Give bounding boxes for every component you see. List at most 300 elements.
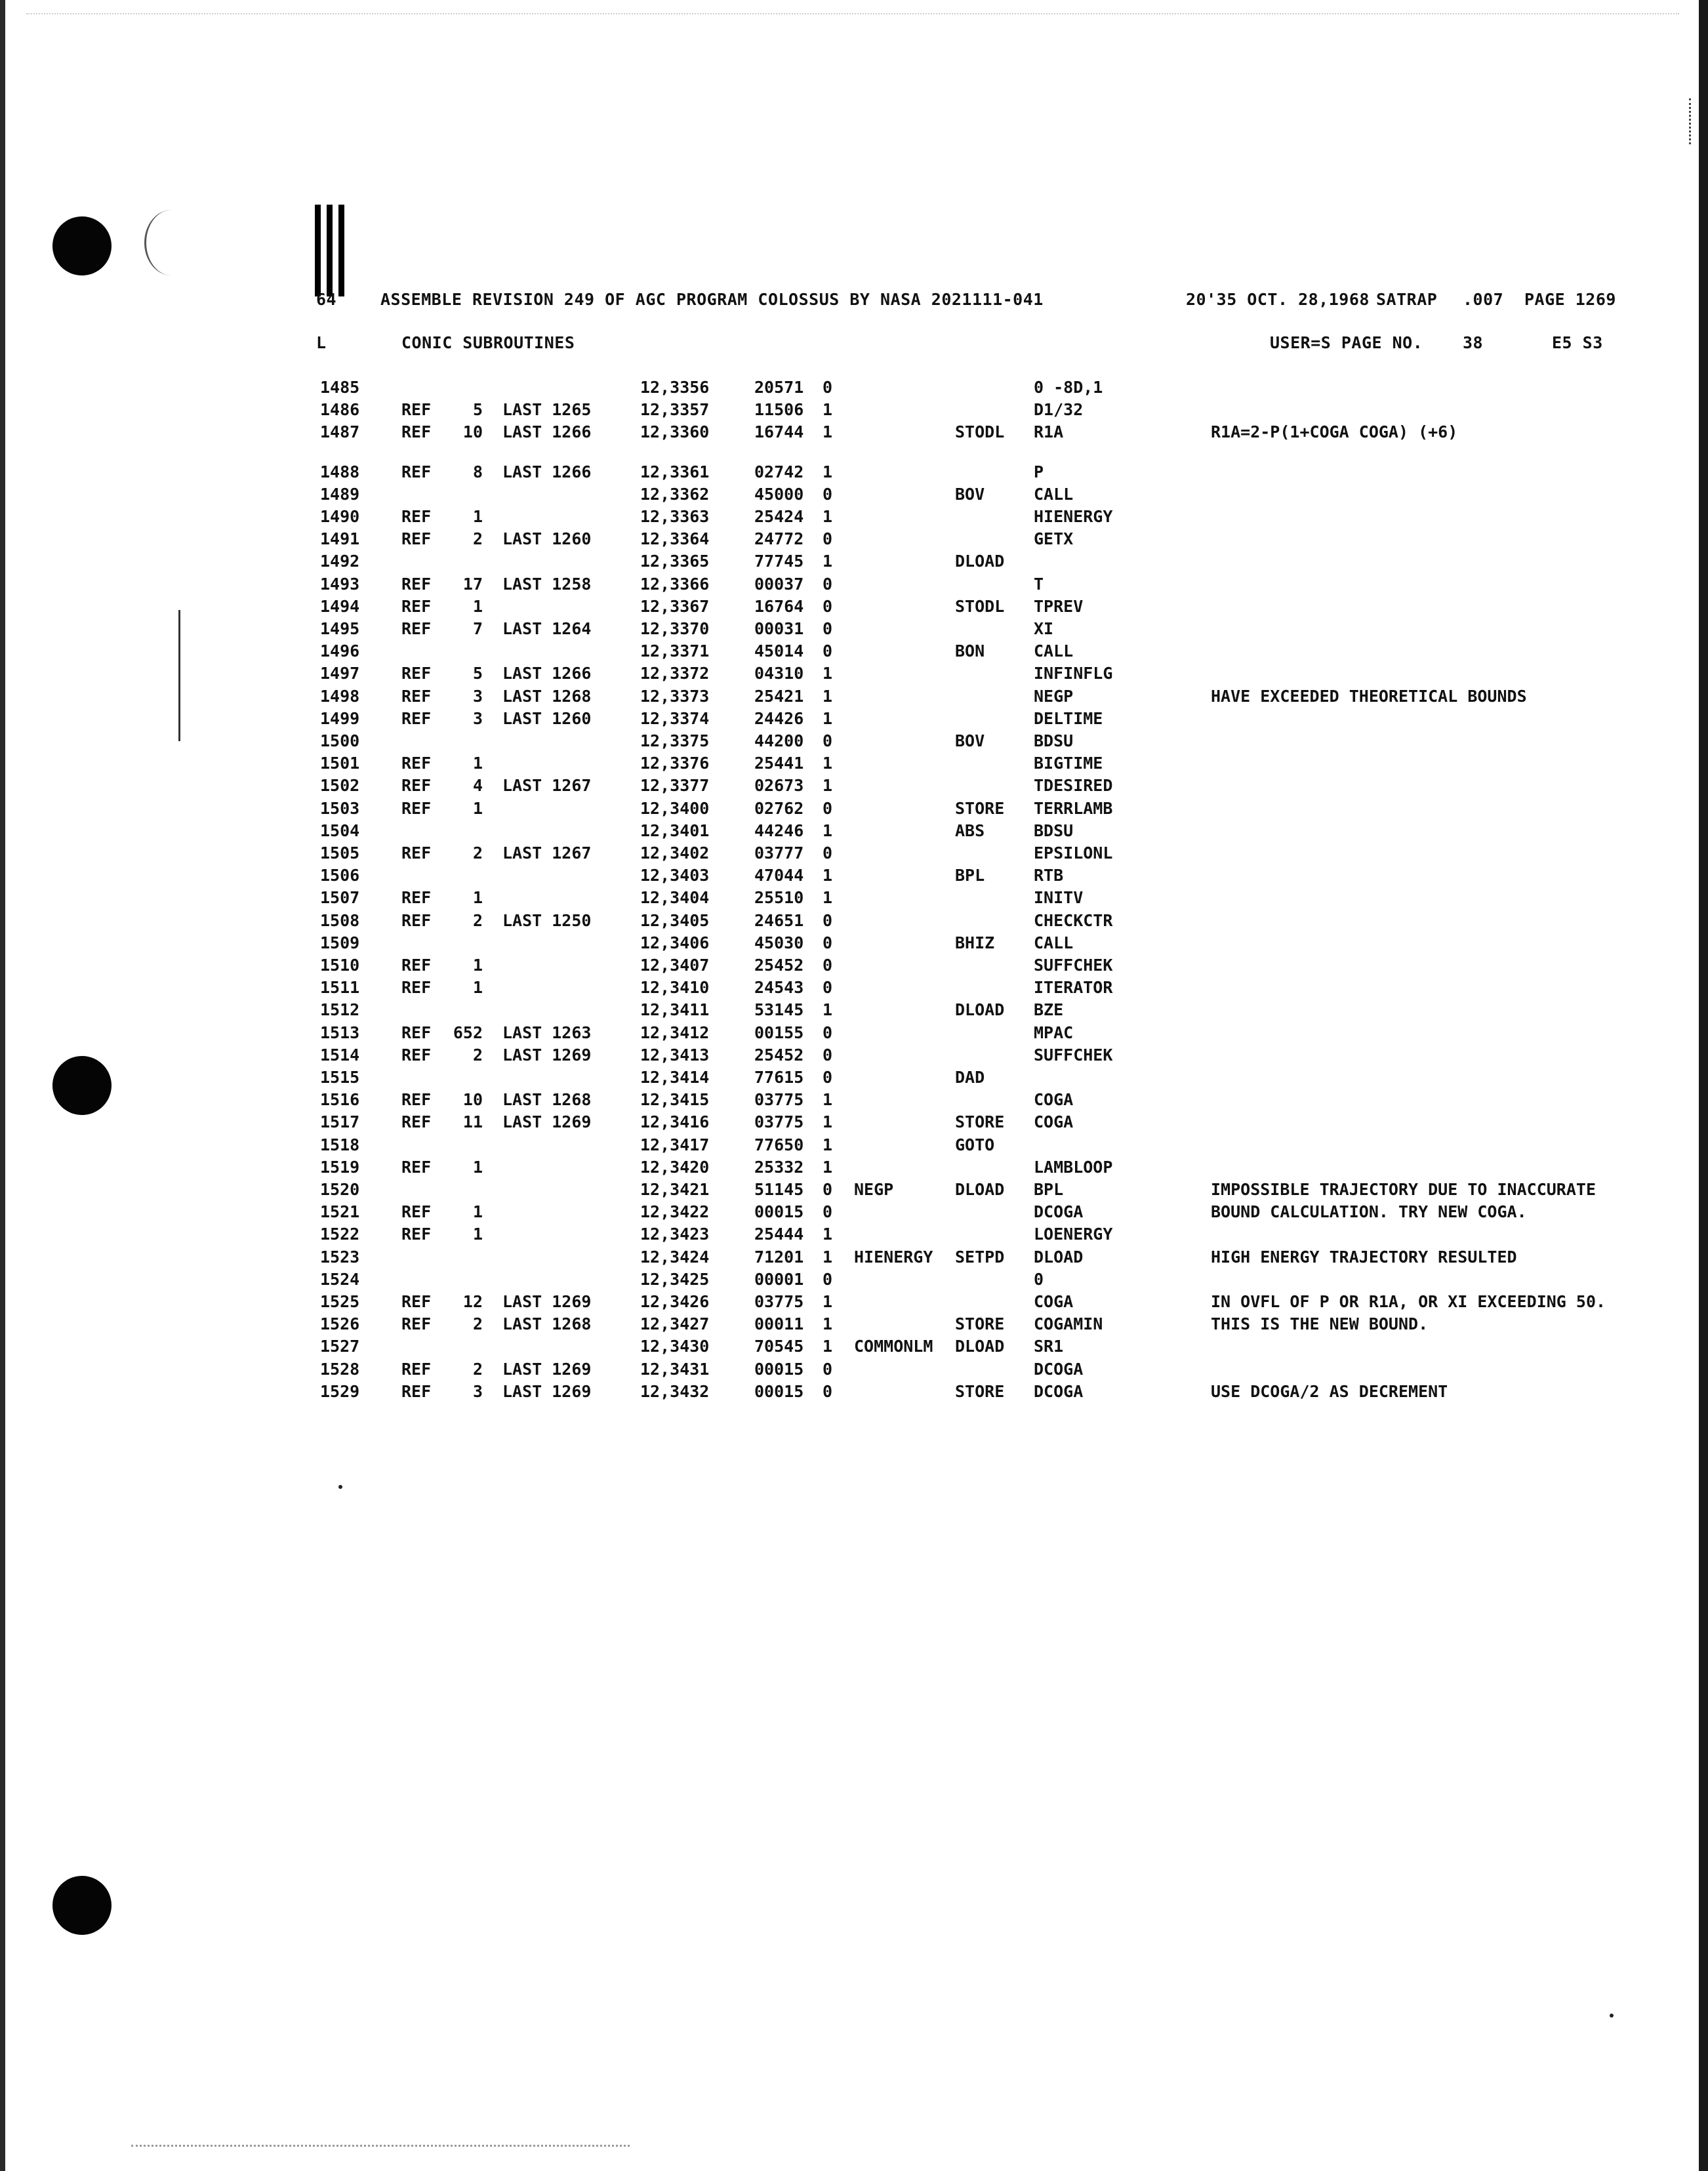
listing-line-number: 1498 — [320, 686, 360, 706]
listing-octal-word: 44246 — [754, 821, 804, 840]
listing-parity-bit: 1 — [823, 866, 833, 885]
listing-octal-word: 25441 — [754, 754, 804, 773]
listing-row — [0, 1045, 1708, 1068]
listing-row — [0, 933, 1708, 956]
listing-parity-bit: 1 — [823, 462, 833, 481]
listing-line-number: 1518 — [320, 1135, 360, 1154]
listing-line-number: 1519 — [320, 1157, 360, 1177]
listing-address: 12,3427 — [640, 1314, 710, 1334]
listing-row — [0, 485, 1708, 507]
listing-octal-word: 00015 — [754, 1359, 804, 1379]
scan-speck — [1610, 2014, 1614, 2018]
listing-line-number: 1523 — [320, 1247, 360, 1267]
listing-octal-word: 25424 — [754, 507, 804, 526]
listing-row — [0, 378, 1708, 400]
listing-line-number: 1496 — [320, 641, 360, 661]
listing-row — [0, 529, 1708, 552]
listing-row — [0, 1135, 1708, 1158]
listing-row — [0, 1225, 1708, 1247]
listing-address: 12,3377 — [640, 776, 710, 796]
listing-operand: BZE — [1034, 1000, 1064, 1020]
section-title: CONIC SUBROUTINES — [401, 333, 575, 352]
listing-row — [0, 641, 1708, 664]
listing-comment: BOUND CALCULATION. TRY NEW COGA. — [1211, 1202, 1527, 1222]
listing-opcode: STORE — [955, 1314, 1005, 1334]
listing-address: 12,3357 — [640, 400, 710, 420]
listing-octal-word: 25332 — [754, 1157, 804, 1177]
listing-line-number: 1511 — [320, 978, 360, 998]
listing-last-ref: LAST 1263 — [502, 1023, 592, 1042]
subheader-letter: L — [316, 333, 327, 352]
listing-last-ref: LAST 1258 — [502, 574, 592, 594]
binder-hole-bottom — [52, 1876, 112, 1935]
listing-row — [0, 507, 1708, 529]
listing-row — [0, 1023, 1708, 1045]
listing-ref-marker: REF — [401, 888, 432, 908]
listing-address: 12,3407 — [640, 956, 710, 975]
listing-address: 12,3420 — [640, 1157, 710, 1177]
listing-address: 12,3400 — [640, 798, 710, 818]
listing-opcode: DLOAD — [955, 1180, 1005, 1199]
listing-parity-bit: 0 — [823, 641, 833, 661]
listing-last-ref: LAST 1269 — [502, 1045, 592, 1065]
listing-opcode: BPL — [955, 866, 985, 885]
listing-line-number: 1513 — [320, 1023, 360, 1042]
listing-ref-marker: REF — [401, 978, 432, 998]
listing-ref-count: 3 — [472, 686, 483, 706]
listing-line-number: 1525 — [320, 1292, 360, 1311]
listing-last-ref: LAST 1267 — [502, 776, 592, 796]
listing-row — [0, 843, 1708, 866]
listing-line-number: 1509 — [320, 933, 360, 952]
listing-last-ref: LAST 1269 — [502, 1359, 592, 1379]
listing-ref-marker: REF — [401, 400, 432, 420]
listing-comment: IMPOSSIBLE TRAJECTORY DUE TO INACCURATE — [1211, 1180, 1596, 1199]
listing-address: 12,3405 — [640, 910, 710, 930]
listing-octal-word: 16744 — [754, 422, 804, 442]
listing-ref-marker: REF — [401, 1157, 432, 1177]
listing-ref-count: 1 — [472, 978, 483, 998]
listing-address: 12,3404 — [640, 888, 710, 908]
listing-address: 12,3361 — [640, 462, 710, 481]
listing-comment: HIGH ENERGY TRAJECTORY RESULTED — [1211, 1247, 1517, 1267]
listing-parity-bit: 1 — [823, 422, 833, 442]
listing-line-number: 1514 — [320, 1045, 360, 1065]
listing-address: 12,3402 — [640, 843, 710, 862]
listing-ref-marker: REF — [401, 843, 432, 862]
listing-operand: BDSU — [1034, 821, 1074, 840]
listing-octal-word: 45014 — [754, 641, 804, 661]
listing-ref-marker: REF — [401, 1359, 432, 1379]
listing-operand: RTB — [1034, 866, 1064, 885]
listing-ref-marker: REF — [401, 686, 432, 706]
listing-line-number: 1526 — [320, 1314, 360, 1334]
listing-parity-bit: 0 — [823, 574, 833, 594]
listing-row — [0, 1292, 1708, 1314]
listing-octal-word: 71201 — [754, 1247, 804, 1267]
listing-address: 12,3362 — [640, 484, 710, 504]
listing-row — [0, 1112, 1708, 1135]
listing-operand: SUFFCHEK — [1034, 956, 1113, 975]
listing-row — [0, 709, 1708, 731]
listing-ref-marker: REF — [401, 910, 432, 930]
listing-address: 12,3415 — [640, 1090, 710, 1110]
listing-row — [0, 462, 1708, 485]
listing-ref-marker: REF — [401, 754, 432, 773]
listing-octal-word: 00155 — [754, 1023, 804, 1042]
listing-operand: BIGTIME — [1034, 754, 1103, 773]
listing-address: 12,3356 — [640, 378, 710, 397]
listing-opcode: STORE — [955, 1112, 1005, 1132]
assembly-listing — [0, 378, 1708, 1414]
listing-last-ref: LAST 1268 — [502, 686, 592, 706]
listing-ref-marker: REF — [401, 664, 432, 683]
listing-operand: SUFFCHEK — [1034, 1045, 1113, 1065]
user-page-label: USER=S PAGE NO. — [1270, 333, 1423, 352]
listing-row — [0, 1000, 1708, 1023]
listing-octal-word: 03775 — [754, 1112, 804, 1132]
listing-ref-marker: REF — [401, 1292, 432, 1311]
listing-operand: 0 — [1034, 1269, 1044, 1289]
listing-address: 12,3417 — [640, 1135, 710, 1154]
listing-line-number: 1486 — [320, 400, 360, 420]
listing-ref-count: 652 — [453, 1023, 483, 1042]
listing-row — [0, 799, 1708, 821]
listing-address: 12,3406 — [640, 933, 710, 952]
listing-row — [0, 1202, 1708, 1225]
listing-line-number: 1517 — [320, 1112, 360, 1132]
listing-line-number: 1528 — [320, 1359, 360, 1379]
listing-operand: EPSILONL — [1034, 843, 1113, 862]
listing-octal-word: 25452 — [754, 956, 804, 975]
listing-octal-word: 03775 — [754, 1292, 804, 1311]
listing-ref-count: 1 — [472, 956, 483, 975]
listing-opcode: DAD — [955, 1068, 985, 1087]
listing-opcode: BOV — [955, 731, 985, 750]
listing-octal-word: 02762 — [754, 798, 804, 818]
listing-opcode: BHIZ — [955, 933, 995, 952]
listing-address: 12,3374 — [640, 708, 710, 728]
listing-ref-count: 2 — [472, 1045, 483, 1065]
listing-parity-bit: 0 — [823, 933, 833, 952]
listing-row — [0, 422, 1708, 445]
listing-last-ref: LAST 1266 — [502, 664, 592, 683]
listing-operand: SR1 — [1034, 1337, 1064, 1356]
listing-octal-word: 70545 — [754, 1337, 804, 1356]
listing-parity-bit: 0 — [823, 378, 833, 397]
listing-ref-count: 2 — [472, 1359, 483, 1379]
listing-row — [0, 1248, 1708, 1270]
listing-ref-count: 11 — [462, 1112, 483, 1132]
listing-ref-count: 2 — [472, 529, 483, 549]
listing-ref-marker: REF — [401, 1381, 432, 1401]
listing-octal-word: 24543 — [754, 978, 804, 998]
listing-line-number: 1499 — [320, 708, 360, 728]
listing-parity-bit: 1 — [823, 1247, 833, 1267]
listing-line-number: 1503 — [320, 798, 360, 818]
listing-line-number: 1515 — [320, 1068, 360, 1087]
listing-parity-bit: 1 — [823, 776, 833, 796]
listing-line-number: 1489 — [320, 484, 360, 504]
listing-address: 12,3367 — [640, 596, 710, 616]
listing-line-number: 1485 — [320, 378, 360, 397]
header-code: .007 — [1463, 290, 1504, 309]
listing-address: 12,3375 — [640, 731, 710, 750]
listing-octal-word: 00037 — [754, 574, 804, 594]
listing-address: 12,3401 — [640, 821, 710, 840]
listing-address: 12,3360 — [640, 422, 710, 442]
listing-parity-bit: 1 — [823, 1314, 833, 1334]
listing-opcode: STORE — [955, 1381, 1005, 1401]
listing-line-number: 1487 — [320, 422, 360, 442]
listing-line-number: 1508 — [320, 910, 360, 930]
header-mark: 64 — [316, 290, 337, 309]
listing-octal-word: 02742 — [754, 462, 804, 481]
listing-opcode: BOV — [955, 484, 985, 504]
listing-line-number: 1524 — [320, 1269, 360, 1289]
listing-last-ref: LAST 1267 — [502, 843, 592, 862]
listing-operand: BPL — [1034, 1180, 1064, 1199]
listing-octal-word: 11506 — [754, 400, 804, 420]
listing-operand: INFINFLG — [1034, 664, 1113, 683]
listing-ref-marker: REF — [401, 956, 432, 975]
listing-octal-word: 24651 — [754, 910, 804, 930]
listing-address: 12,3423 — [640, 1225, 710, 1244]
listing-ref-count: 2 — [472, 910, 483, 930]
listing-parity-bit: 0 — [823, 956, 833, 975]
listing-parity-bit: 1 — [823, 686, 833, 706]
listing-octal-word: 02673 — [754, 776, 804, 796]
listing-octal-word: 77615 — [754, 1068, 804, 1087]
listing-line-number: 1500 — [320, 731, 360, 750]
listing-row — [0, 1270, 1708, 1292]
listing-ref-count: 1 — [472, 596, 483, 616]
listing-address: 12,3366 — [640, 574, 710, 594]
listing-line-number: 1493 — [320, 574, 360, 594]
header-title: ASSEMBLE REVISION 249 OF AGC PROGRAM COLOSSUS BY NASA 2021111-041 — [380, 290, 1044, 309]
listing-line-number: 1504 — [320, 821, 360, 840]
listing-operand: INITV — [1034, 888, 1084, 908]
listing-address: 12,3411 — [640, 1000, 710, 1020]
listing-parity-bit: 0 — [823, 1359, 833, 1379]
listing-ref-count: 10 — [462, 1090, 483, 1110]
listing-octal-word: 25444 — [754, 1225, 804, 1244]
listing-ref-marker: REF — [401, 1314, 432, 1334]
listing-operand: R1A — [1034, 422, 1064, 442]
listing-operand: COGA — [1034, 1292, 1074, 1311]
listing-ref-count: 1 — [472, 1202, 483, 1222]
listing-ref-marker: REF — [401, 422, 432, 442]
listing-address: 12,3422 — [640, 1202, 710, 1222]
listing-address: 12,3416 — [640, 1112, 710, 1132]
listing-ref-marker: REF — [401, 596, 432, 616]
listing-octal-word: 00015 — [754, 1381, 804, 1401]
listing-octal-word: 03775 — [754, 1090, 804, 1110]
listing-line-number: 1502 — [320, 776, 360, 796]
listing-operand: ITERATOR — [1034, 978, 1113, 998]
listing-row — [0, 1180, 1708, 1202]
listing-parity-bit: 1 — [823, 1337, 833, 1356]
listing-ref-marker: REF — [401, 1045, 432, 1065]
listing-ref-marker: REF — [401, 1202, 432, 1222]
listing-line-number: 1501 — [320, 754, 360, 773]
listing-parity-bit: 1 — [823, 1090, 833, 1110]
listing-parity-bit: 0 — [823, 798, 833, 818]
listing-operand: P — [1034, 462, 1044, 481]
listing-ref-marker: REF — [401, 529, 432, 549]
listing-line-number: 1490 — [320, 507, 360, 526]
listing-row — [0, 911, 1708, 933]
listing-ref-count: 4 — [472, 776, 483, 796]
listing-operand: D1/32 — [1034, 400, 1084, 420]
listing-address: 12,3371 — [640, 641, 710, 661]
listing-operand: CALL — [1034, 933, 1074, 952]
listing-operand: LAMBLOOP — [1034, 1157, 1113, 1177]
listing-row — [0, 956, 1708, 978]
listing-octal-word: 47044 — [754, 866, 804, 885]
listing-operand: NEGP — [1034, 686, 1074, 706]
listing-octal-word: 24772 — [754, 529, 804, 549]
listing-ref-count: 8 — [472, 462, 483, 481]
listing-line-number: 1529 — [320, 1381, 360, 1401]
listing-address: 12,3414 — [640, 1068, 710, 1087]
listing-ref-marker: REF — [401, 798, 432, 818]
listing-operand: COGAMIN — [1034, 1314, 1103, 1334]
listing-ref-count: 3 — [472, 708, 483, 728]
listing-line-number: 1512 — [320, 1000, 360, 1020]
listing-parity-bit: 1 — [823, 1225, 833, 1244]
listing-line-number: 1527 — [320, 1337, 360, 1356]
listing-parity-bit: 1 — [823, 507, 833, 526]
listing-row — [0, 1314, 1708, 1337]
listing-operand: TDESIRED — [1034, 776, 1113, 796]
listing-parity-bit: 0 — [823, 978, 833, 998]
listing-ref-marker: REF — [401, 1090, 432, 1110]
listing-ref-count: 1 — [472, 1157, 483, 1177]
listing-operand: DCOGA — [1034, 1359, 1084, 1379]
listing-address: 12,3412 — [640, 1023, 710, 1042]
user-page-number: 38 — [1463, 333, 1484, 352]
listing-address: 12,3425 — [640, 1269, 710, 1289]
listing-row — [0, 978, 1708, 1000]
listing-octal-word: 45030 — [754, 933, 804, 952]
listing-ref-count: 17 — [462, 574, 483, 594]
listing-parity-bit: 0 — [823, 1269, 833, 1289]
scan-top-noise — [26, 13, 1679, 14]
listing-row — [0, 1360, 1708, 1382]
listing-address: 12,3403 — [640, 866, 710, 885]
listing-parity-bit: 1 — [823, 821, 833, 840]
listing-address: 12,3376 — [640, 754, 710, 773]
listing-octal-word: 04310 — [754, 664, 804, 683]
listing-octal-word: 20571 — [754, 378, 804, 397]
listing-operand: COGA — [1034, 1090, 1074, 1110]
listing-operand: DCOGA — [1034, 1202, 1084, 1222]
listing-row — [0, 552, 1708, 574]
listing-line-number: 1522 — [320, 1225, 360, 1244]
listing-ref-count: 2 — [472, 843, 483, 862]
listing-line-number: 1491 — [320, 529, 360, 549]
listing-address: 12,3430 — [640, 1337, 710, 1356]
listing-address: 12,3365 — [640, 552, 710, 571]
listing-opcode: GOTO — [955, 1135, 995, 1154]
listing-octal-word: 44200 — [754, 731, 804, 750]
listing-parity-bit: 1 — [823, 1292, 833, 1311]
listing-octal-word: 00031 — [754, 619, 804, 638]
listing-row — [0, 619, 1708, 641]
listing-parity-bit: 1 — [823, 1135, 833, 1154]
listing-parity-bit: 1 — [823, 888, 833, 908]
scan-speck — [338, 1485, 342, 1489]
listing-octal-word: 25421 — [754, 686, 804, 706]
listing-operand: LOENERGY — [1034, 1225, 1113, 1244]
listing-parity-bit: 1 — [823, 400, 833, 420]
listing-opcode: STODL — [955, 596, 1005, 616]
listing-operand: BDSU — [1034, 731, 1074, 750]
listing-row — [0, 888, 1708, 910]
listing-octal-word: 24426 — [754, 708, 804, 728]
listing-row — [0, 821, 1708, 843]
listing-operand: COGA — [1034, 1112, 1074, 1132]
listing-parity-bit: 1 — [823, 1112, 833, 1132]
listing-row — [0, 866, 1708, 888]
listing-address: 12,3363 — [640, 507, 710, 526]
listing-ref-count: 5 — [472, 400, 483, 420]
listing-octal-word: 00015 — [754, 1202, 804, 1222]
listing-last-ref: LAST 1269 — [502, 1292, 592, 1311]
listing-last-ref: LAST 1250 — [502, 910, 592, 930]
listing-opcode: DLOAD — [955, 552, 1005, 571]
listing-parity-bit: 0 — [823, 529, 833, 549]
listing-label: COMMONLM — [854, 1337, 933, 1356]
listing-opcode: DLOAD — [955, 1000, 1005, 1020]
listing-row — [0, 1068, 1708, 1090]
listing-line-number: 1494 — [320, 596, 360, 616]
listing-parity-bit: 0 — [823, 910, 833, 930]
listing-address: 12,3424 — [640, 1247, 710, 1267]
listing-last-ref: LAST 1264 — [502, 619, 592, 638]
listing-row — [0, 575, 1708, 597]
listing-row — [0, 1158, 1708, 1180]
listing-octal-word: 00001 — [754, 1269, 804, 1289]
listing-ref-count: 1 — [472, 507, 483, 526]
listing-last-ref: LAST 1260 — [502, 708, 592, 728]
binder-hole-arc-mark — [144, 210, 199, 275]
listing-opcode: STORE — [955, 798, 1005, 818]
listing-line-number: 1492 — [320, 552, 360, 571]
listing-octal-word: 77650 — [754, 1135, 804, 1154]
listing-parity-bit: 0 — [823, 843, 833, 862]
listing-row — [0, 687, 1708, 709]
listing-operand: DCOGA — [1034, 1381, 1084, 1401]
listing-address: 12,3364 — [640, 529, 710, 549]
job-separator-bars — [315, 205, 354, 296]
listing-address: 12,3372 — [640, 664, 710, 683]
listing-parity-bit: 1 — [823, 1157, 833, 1177]
listing-operand: DELTIME — [1034, 708, 1103, 728]
listing-ref-count: 1 — [472, 1225, 483, 1244]
listing-operand: MPAC — [1034, 1023, 1074, 1042]
listing-parity-bit: 0 — [823, 1381, 833, 1401]
listing-ref-marker: REF — [401, 776, 432, 796]
listing-row — [0, 731, 1708, 754]
listing-ref-count: 2 — [472, 1314, 483, 1334]
listing-parity-bit: 0 — [823, 1068, 833, 1087]
listing-comment: THIS IS THE NEW BOUND. — [1211, 1314, 1429, 1334]
listing-row — [0, 1337, 1708, 1359]
listing-last-ref: LAST 1266 — [502, 422, 592, 442]
listing-ref-marker: REF — [401, 619, 432, 638]
